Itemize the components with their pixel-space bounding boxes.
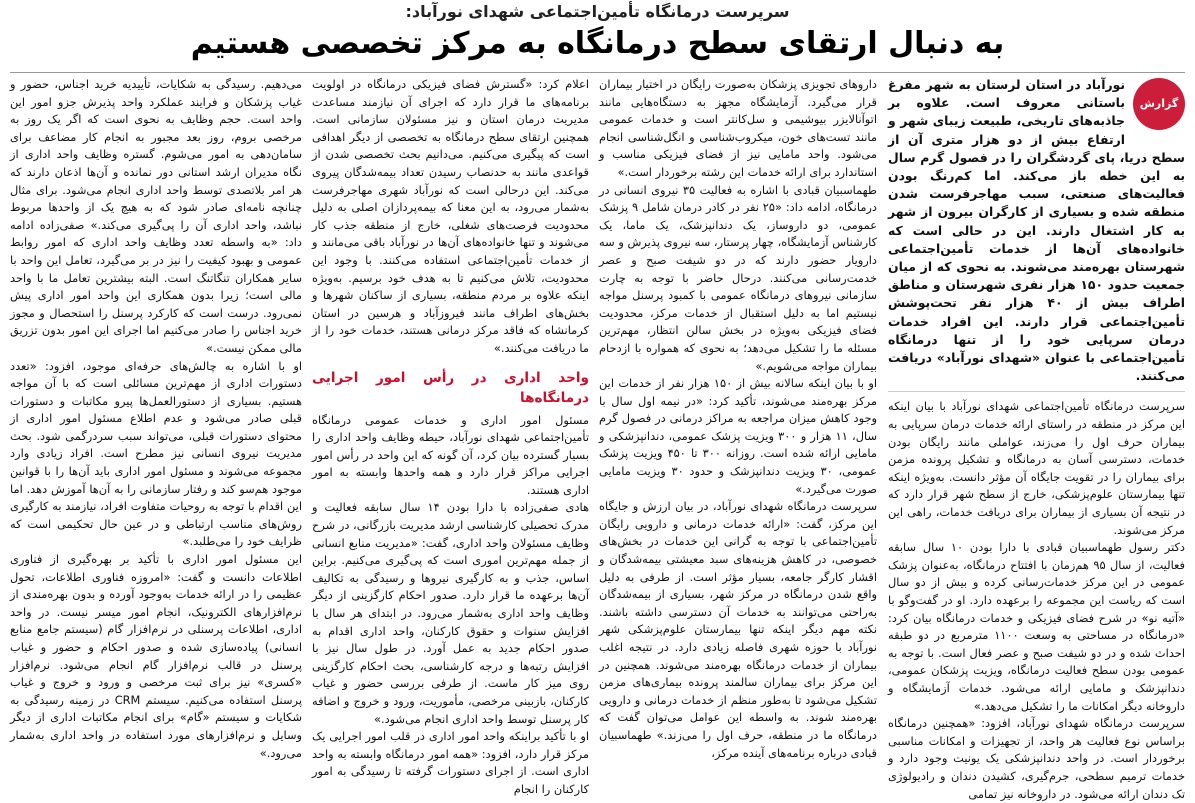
column-3 xyxy=(312,76,589,796)
paragraph: طهماسبیان قبادی با اشاره به فعالیت ۳۵ نیروی انسانی در درمانگاه، ادامه داد: «۲۵ نفر در کادر درمان شامل ۹ پزشک عمومی، دو داروساز، یک دندانپزشک، یک ماما، یک کارشناس آزمایشگاه، چهار پرستار، سه نیروی پذیرش و سه دارویار حضور دارند که در دو شیفت صبح و عصر خدمت‌رسانی می‌کنند. درحال حاضر با توجه به چارت سازمانی نیروهای درمانگاه عمومی با کمبود پرسنل مواجه نیستیم اما به دلیل استقبال از خدمات مرکز، محدودیت فضای فیزیکی به‌ویژه در بخش سالن انتظار، مهم‌ترین مسئله ما را تشکیل می‌دهد؛ به نحوی که همواره با ازدحام بیماران مواجه می‌شویم.» xyxy=(599,182,877,373)
paragraph: سرپرست درمانگاه تأمین‌اجتماعی شهدای نورآباد با بیان اینکه این مرکز در منطقه در راستای ارائه خدمات درمان سرپایی به بیماران حرف اول را می‌زند، عواملی مانند رایگان بودن خدمات، دسترسی آسان به درمانگاه و تشکیل پرونده مزمن برای بیماران را در تقویت جایگاه آن مؤثر دانست. به‌ویژه اینکه تنها بیمارستان علوم‌پزشکی، خارج از سطح شهر قرار دارد که در نتیجه آن بسیاری از بیماران برای دریافت خدمات، راهی این مرکز می‌شوند. xyxy=(888,399,1185,537)
paragraph: مسئول امور اداری و خدمات عمومی درمانگاه تأمین‌اجتماعی شهدای نورآباد، حیطه وظایف واحد اداری را بسیار گسترده بیان کرد، آن گونه که این واحد در رأس امور اجرایی مراکز قرار دارد و همه واحدها وابسته به امور اداری هستند. xyxy=(312,412,589,497)
section-subheading: واحد اداری در رأس امور اجرایی درمانگاه‌ها xyxy=(312,369,589,406)
paragraph: او با اشاره به چالش‌های حرفه‌ای موجود، افزود: «تعدد دستورات اداری از مهم‌ترین مسائلی است که با آن مواجه هستیم. بسیاری از دستورالعمل‌ها پیرو مکاتبات و دستورات قبلی صادر می‌شود و عدم اطلاع مسئول امور اداری از محتوای دستورات قبلی، می‌تواند سبب سردرگمی شود. بحث مدیریت نیروی انسانی نیز مطرح است. افراد زیادی وارد مجموعه می‌شوند و مسئول امور اداری باید آن‌ها را با قوانین موجود هم‌سو کند و رفتار سازمانی را به آن‌ها آموزش دهد. اما این اقدام با توجه به روحیات متفاوت افراد، نیازمند به کارگیری روش‌های مناسب ارتباطی و در عین حال تحکیمی است که ظرایف خود را می‌طلبد.» xyxy=(10,358,302,549)
paragraph: سرپرست درمانگاه شهدای نورآباد، افزود: «همچنین درمانگاه براساس نوع فعالیت هر واحد، از تجهیزات و امکانات مناسبی برخوردار است. در واحد دندانپزشکی یک یونیت وجود دارد و خدمات ترمیم سطحی، جرم‌گیری، کشیدن دندان و رادیولوژی تک دندان ارائه می‌شود. در داروخانه نیز تمامی xyxy=(888,716,1185,801)
paragraph: داروهای تجویزی پزشکان به‌صورت رایگان در اختیار بیماران قرار می‌گیرد. آزمایشگاه مجهز به دستگاه‌هایی مانند اتوآنالایزر بیوشیمی و سل‌کانتر است و خدمات عمومی مانند تست‌های خون، میکروب‌شناسی و انگل‌شناسی انجام می‌شود. واحد مامایی نیز از فضای فیزیکی مناسب و استاندارد برای ارائه خدمات این رشته برخوردار است.» xyxy=(599,77,877,179)
paragraph: می‌دهیم. رسیدگی به شکایات، تأییدیه خرید اجناس، حضور و غیاب پزشکان و فرایند عملکرد واحد پذیرش جزو امور این واحد است. حجم وظایف به نحوی است که اگر یک روز به مرخصی بروم، روز بعد مجبور به انجام کار مضاعف برای سامان‌دهی به امور می‌شوم. گستره وظایف واحد اداری از نگاه مدیران ارشد استانی دور نمانده و آن‌ها اذعان دارند که هر امر بلاتصدی توسط واحد اداری انجام می‌شود. برای مثال چنانچه نامه‌ای صادر شود که به هیچ یک از واحدها مربوط نباشد، واحد اداری آن را پی‌گیری می‌کند.» صفی‌زاده ادامه داد: «به واسطه تعدد وظایف واحد اداری که امور روابط عمومی و بهبود کیفیت را نیز در بر می‌گیرد، تعامل این واحد با سایر همکاران تنگاتنگ است. البته بیشترین تعامل ما با واحد مالی است؛ زیرا بدون همکاری این واحد امور اداری پیش نمی‌رود. درست است که کارکرد پرسنل را استحصال و مجوز خرید اجناس را صادر می‌کنیم اما اجرای این امور بدون تزریق مالی ممکن نیست.» xyxy=(10,77,302,355)
column-2 xyxy=(599,76,877,790)
header-divider xyxy=(10,72,1185,73)
article-lead: نورآباد در استان لرستان به شهر مفرغ باستانی معروف است. علاوه بر جاذبه‌های تاریخی، طبیعت زیبای شهر و ارتفاع بیش از دو هزار متری آن از سطح دریا، پای گردشگران را در فصول گرم سال به این خطه باز می‌کند. اما کم‌رنگ بودن فعالیت‌های صنعتی، سبب مهاجرفرست شدن منطقه شده و بسیاری از کارگران بیرون از شهر به کار اشتغال دارند. این در حالی است که خانواده‌های آن‌ها از خدمات تأمین‌اجتماعی شهرستان بهره‌مند می‌شوند. به نحوی که از میان جمعیت حدود ۱۵۰ هزار نفری شهرستان و مناطق اطراف بیش از ۴۰ هزار نفر تحت‌پوشش تأمین‌اجتماعی قرار دارند. این افراد خدمات درمان سرپایی خود را از تنها درمانگاه تأمین‌اجتماعی با عنوان «شهدای نورآباد» دریافت می‌کنند. xyxy=(888,76,1185,392)
paragraph: هادی صفی‌زاده با دارا بودن ۱۴ سال سابقه فعالیت و مدرک تحصیلی کارشناسی ارشد مدیریت بازرگانی، در شرح وظایف مسئولان واحد اداری، گفت: «مدیریت منابع انسانی از جمله مهم‌ترین اموری است که پی‌گیری می‌کنیم. براین اساس، جذب و به کارگیری نیروها و رسیدگی به تکالیف آن‌ها برعهده ما قرار دارد. صدور احکام کارگزینی از دیگر وظایف واحد اداری به‌شمار می‌رود. در ابتدای هر سال با افزایش سنوات و حقوق کارکنان، واحد اداری اقدام به صدور احکام جدید به عمل آورد. در طول سال نیز با افزایش رتبه‌ها و درجه کارشناسی، بحث احکام کارگزینی روی میز کار ماست. از طرفی بررسی حضور و غیاب کارکنان، بازبینی مرخصی، مأموریت، ورود و خروج و اضافه کار پرسنل توسط واحد اداری انجام می‌شود.» xyxy=(312,500,589,726)
article-headline: به دنبال ارتقای سطح درمانگاه به مرکز تخصصی هستیم xyxy=(190,26,1005,61)
paragraph: اعلام کرد: «گسترش فضای فیزیکی درمانگاه در اولویت برنامه‌های ما قرار دارد که اجرای آن نیازمند مساعدت مدیریت درمان استان و نیز مسئولان سازمانی است. همچنین ارتقای سطح درمانگاه به تخصصی از دیگر اهدافی است که پیگیری می‌کنیم. می‌دانیم بحث تخصصی شدن از قواعدی مانند به حدنصاب رسیدن تعداد بیمه‌شدگان پیروی می‌کند. این درحالی است که نورآباد شهری مهاجرفرست به‌شمار می‌رود، به این معنا که بیمه‌پردازان اصلی به دلیل محدودیت فرصت‌های شغلی، خارج از منطقه جذب کار می‌شوند و تنها خانواده‌های آن‌ها در نورآباد باقی می‌مانند و از خدمات تأمین‌اجتماعی استفاده می‌کنند. با وجود این محدودیت، تلاش می‌کنیم تا به هدف خود برسیم. به‌ویژه اینکه علاوه بر مردم منطقه، بسیاری از ساکنان شهرها و بخش‌های اطراف مانند فیروزآباد و هرسین در استان کرمانشاه که فاقد مرکز درمانی هستند، خدمات خود را از ما دریافت می‌کنند.» xyxy=(312,77,589,355)
paragraph: سرپرست درمانگاه شهدای نورآباد، در بیان ارزش و جایگاه این مرکز، گفت: «ارائه خدمات درمانی و دارویی رایگان تأمین‌اجتماعی با توجه به گرانی این خدمات در بخش‌های خصوصی، در کاهش هزینه‌های سبد معیشتی بیمه‌شدگان و اقشار کارگر جامعه، بسیار مؤثر است. از طرفی به دلیل واقع شدن درمانگاه در مرکز شهر، بسیاری از بیمه‌شدگان به‌راحتی می‌توانند به خدمات آن دسترسی داشته باشند. نکته مهم دیگر اینکه تنها بیمارستان علوم‌پزشکی شهر نورآباد با حوزه شهری فاصله زیادی دارد. در نتیجه اغلب بیماران از خدمات درمانگاه بهره‌مند می‌شوند. همچنین در این مرکز برای بیماران سالمند پرونده بیماری‌های مزمن تشکیل می‌شود تا به‌طور منظم از خدمات درمانی و دارویی بهره‌مند شوند. به واسطه این عوامل می‌توان گفت که درمانگاه ما در منطقه، حرف اول را می‌زند.» طهماسبیان قبادی درباره برنامه‌های آینده مرکز، xyxy=(599,499,877,760)
report-badge: گزارش xyxy=(1133,78,1185,130)
column-4 xyxy=(10,76,302,790)
paragraph: این مسئول امور اداری با تأکید بر بهره‌گیری از فناوری اطلاعات دانست و گفت: «امروزه فناوری اطلاعات، تحول عظیمی را در ارائه خدمات به‌وجود آورده و بدون بهره‌مندی از نرم‌افزارهای الکترونیک، انجام امور میسر نیست. در واحد اداری، اطلاعات پرسنلی در نرم‌افزار گام (سیستم جامع منابع انسانی) پیاده‌سازی شده و صدور احکام و حضور و غیاب پرسنل در قالب نرم‌افزار گام انجام می‌شود. نرم‌افزار «کسری» نیز برای ثبت مرخصی و ورود و خروج و غیاب پرسنل استفاده می‌کنیم. سیستم CRM در زمینه رسیدگی به شکایات و سیستم «گام» برای انجام مکاتبات اداری از دیگر وسایل و نرم‌افزارهای مورد استفاده در واحد اداری به‌شمار می‌رود.» xyxy=(10,552,302,760)
paragraph: دکتر رسول طهماسبیان قبادی با دارا بودن ۱۰ سال سابقه فعالیت، از سال ۹۵ هم‌زمان با افتتاح درمانگاه، به‌عنوان پزشک عمومی در این مرکز خدمات‌رسانی کرده و بیش از دو سال است که ریاست این مجموعه را برعهده دارد. او در گفت‌وگو با «آتیه نو» در شرح فضای فیزیکی و خدمات درمانگاه بیان کرد: «درمانگاه در مساحتی به وسعت ۱۱۰۰ مترمربع در دو طبقه احداث شده و در دو شیفت صبح و عصر فعال است. با توجه به عمومی بودن سطح فعالیت درمانگاه، ویزیت پزشکان عمومی، دندانپزشک و مامایی ارائه می‌شود. خدمات آزمایشگاه و داروخانه دیگر امکانات ما را تشکیل می‌دهد.» xyxy=(888,540,1185,713)
paragraph: او با بیان اینکه سالانه بیش از ۱۵۰ هزار نفر از خدمات این مرکز بهره‌مند می‌شوند، تأکید کرد: «در نیمه اول سال با وجود کاهش میزان مراجعه به مراکز درمانی در فصول گرم سال، ۱۱ هزار و ۳۰۰ ویزیت پزشک عمومی، دندانپزشکی و مامایی ارائه شده است. روزانه ۳۰۰ تا ۴۵۰ ویزیت پزشک عمومی، ۳۰ ویزیت دندانپزشک و حدود ۳۰ ویزیت مامایی صورت می‌گیرد.» xyxy=(599,376,878,496)
paragraph: او با تأکید براینکه واحد امور اداری در قلب امور اجرایی یک مرکز قرار دارد، افزود: «همه امور درمانگاه وابسته به واحد اداری است. از اجرای دستورات گرفته تا رسیدگی به امور کارکنان را انجام xyxy=(312,729,589,796)
article-kicker: سرپرست درمانگاه تأمین‌اجتماعی شهدای نورآباد: xyxy=(405,2,790,21)
column-1 xyxy=(888,76,1185,801)
